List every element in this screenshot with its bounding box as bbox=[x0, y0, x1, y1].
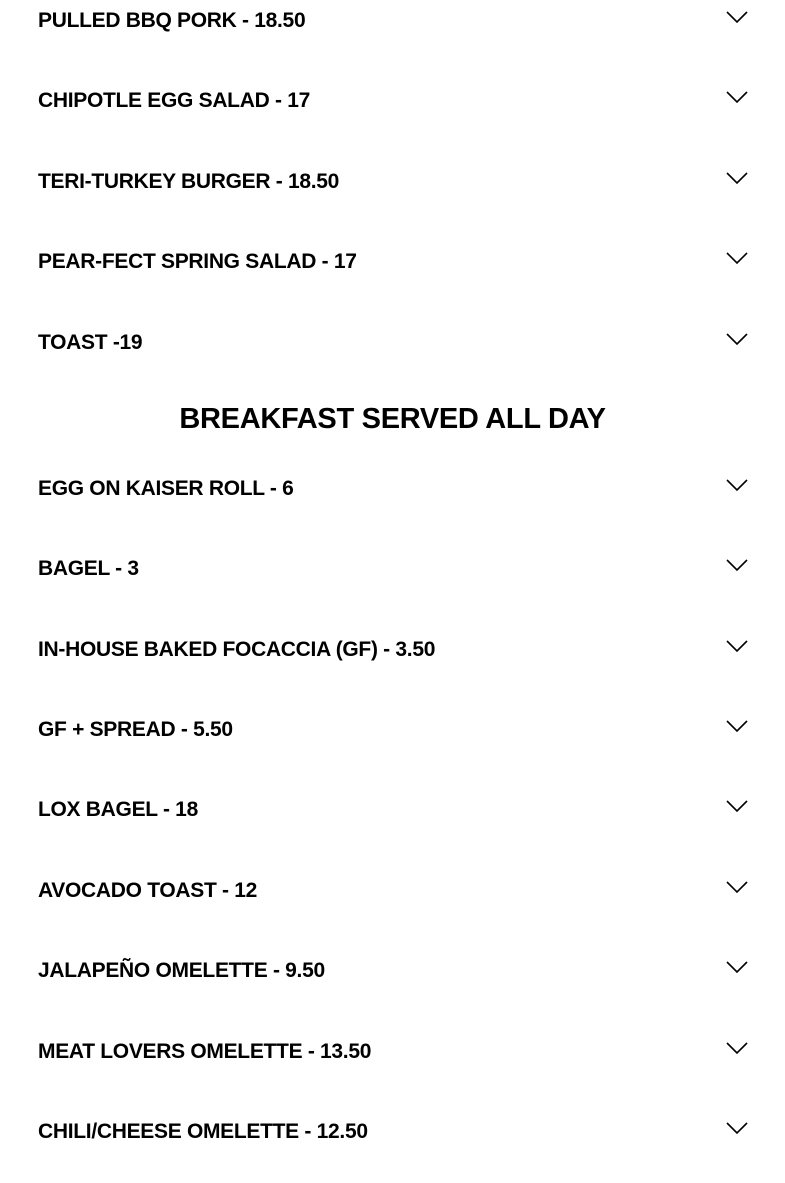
menu-item[interactable] bbox=[0, 164, 785, 210]
chevron-down-icon[interactable] bbox=[725, 638, 749, 654]
chevron-down-icon[interactable] bbox=[725, 879, 749, 895]
chevron-down-icon[interactable] bbox=[725, 89, 749, 105]
menu-item-label: BAGEL - 3 bbox=[38, 557, 139, 580]
menu-item[interactable] bbox=[0, 792, 785, 838]
chevron-down-icon[interactable] bbox=[725, 331, 749, 347]
menu-item[interactable] bbox=[0, 1114, 785, 1160]
menu-item-label: LOX BAGEL - 18 bbox=[38, 798, 198, 821]
menu-item-label: JALAPEÑO OMELETTE - 9.50 bbox=[38, 959, 325, 982]
menu-item[interactable] bbox=[0, 953, 785, 999]
menu-item-label: AVOCADO TOAST - 12 bbox=[38, 879, 258, 902]
menu-item[interactable] bbox=[0, 873, 785, 919]
menu-item[interactable] bbox=[0, 632, 785, 678]
chevron-down-icon[interactable] bbox=[725, 170, 749, 186]
menu-item[interactable] bbox=[0, 83, 785, 129]
menu-item[interactable] bbox=[0, 244, 785, 290]
menu-item[interactable] bbox=[0, 3, 785, 49]
chevron-down-icon[interactable] bbox=[725, 959, 749, 975]
chevron-down-icon[interactable] bbox=[725, 798, 749, 814]
chevron-down-icon[interactable] bbox=[725, 477, 749, 493]
chevron-down-icon[interactable] bbox=[725, 9, 749, 25]
menu-item[interactable] bbox=[0, 325, 785, 371]
menu-item-label: TOAST -19 bbox=[38, 331, 143, 354]
menu-item-label: EGG ON KAISER ROLL - 6 bbox=[38, 477, 294, 500]
section-title: BREAKFAST SERVED ALL DAY bbox=[179, 403, 606, 435]
menu-item-label: PULLED BBQ PORK - 18.50 bbox=[38, 9, 306, 32]
chevron-down-icon[interactable] bbox=[725, 1120, 749, 1136]
menu-item-label: PEAR-FECT SPRING SALAD - 17 bbox=[38, 250, 357, 273]
menu-item-label: TERI-TURKEY BURGER - 18.50 bbox=[38, 170, 340, 193]
chevron-down-icon[interactable] bbox=[725, 250, 749, 266]
chevron-down-icon[interactable] bbox=[725, 718, 749, 734]
menu-item-label: CHILI/CHEESE OMELETTE - 12.50 bbox=[38, 1120, 368, 1143]
menu-item[interactable] bbox=[0, 1034, 785, 1080]
menu-item-label: IN-HOUSE BAKED FOCACCIA (GF) - 3.50 bbox=[38, 638, 436, 661]
chevron-down-icon[interactable] bbox=[725, 1040, 749, 1056]
menu-item[interactable] bbox=[0, 471, 785, 517]
menu-item-label: MEAT LOVERS OMELETTE - 13.50 bbox=[38, 1040, 372, 1063]
chevron-down-icon[interactable] bbox=[725, 557, 749, 573]
menu-item-label: GF + SPREAD - 5.50 bbox=[38, 718, 233, 741]
menu-item-label: CHIPOTLE EGG SALAD - 17 bbox=[38, 89, 310, 112]
menu-item[interactable] bbox=[0, 712, 785, 758]
menu-item[interactable] bbox=[0, 551, 785, 597]
